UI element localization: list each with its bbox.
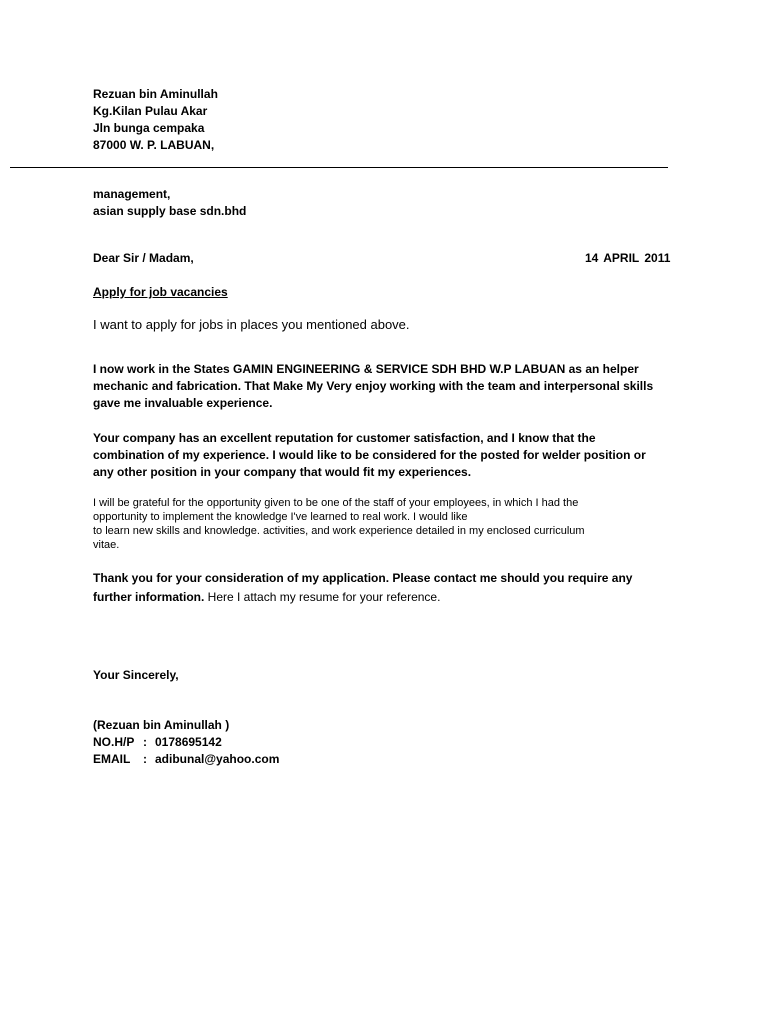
reputation-paragraph bbox=[93, 430, 683, 481]
signature-name: (Rezuan bin Aminullah ) bbox=[93, 718, 230, 732]
grateful-line-4: vitae. bbox=[93, 539, 120, 551]
email-address: adibunal@yahoo.com bbox=[155, 752, 280, 766]
work-line-1 bbox=[93, 361, 683, 378]
phone-row bbox=[93, 734, 279, 751]
sender-address-line3: 87000 W. P. LABUAN, bbox=[93, 138, 215, 152]
work-line-1-suffix: as an helper bbox=[565, 362, 639, 376]
work-line-1-prefix: I now work in the States bbox=[93, 362, 234, 376]
sender-address-line2: Jln bunga cempaka bbox=[93, 121, 205, 135]
sender-address-line1: Kg.Kilan Pulau Akar bbox=[93, 104, 208, 118]
recipient-block bbox=[93, 186, 246, 220]
grateful-line-1: I will be grateful for the opportunity given to be one of the staff of your employees, in which I had the bbox=[93, 497, 579, 509]
signature-block bbox=[93, 717, 279, 768]
reputation-line-3: any other position in your company that would fit my experiences. bbox=[93, 465, 472, 479]
email-row bbox=[93, 751, 279, 768]
email-separator: : bbox=[143, 752, 147, 766]
phone-number: 0178695142 bbox=[155, 735, 222, 749]
thanks-line-2-rest: Here I attach my resume for your reference. bbox=[204, 590, 441, 604]
work-line-2: mechanic and fabrication. That Make My Very enjoy working with the team and interpersonal skills bbox=[93, 379, 654, 393]
letter-subject: Apply for job vacancies bbox=[93, 285, 228, 299]
recipient-line2: asian supply base sdn.bhd bbox=[93, 204, 247, 218]
sender-name: Rezuan bin Aminullah bbox=[93, 87, 218, 101]
phone-label: NO.H/P bbox=[93, 735, 135, 749]
recipient-line1: management, bbox=[93, 187, 171, 201]
reputation-line-2: combination of my experience. I would like to be considered for the posted for welder position or bbox=[93, 448, 646, 462]
grateful-line-2: opportunity to implement the knowledge I've learned to real work. I would like bbox=[93, 511, 468, 523]
phone-separator: : bbox=[143, 735, 147, 749]
thanks-paragraph bbox=[93, 569, 683, 607]
thanks-line-2 bbox=[93, 588, 683, 607]
work-paragraph bbox=[93, 361, 683, 412]
salutation: Dear Sir / Madam, bbox=[93, 251, 194, 265]
sender-address bbox=[93, 86, 218, 154]
grateful-line-3: to learn new skills and knowledge. activities, and work experience detailed in my enclosed curriculum bbox=[93, 525, 585, 537]
work-line-3: gave me invaluable experience. bbox=[93, 396, 273, 410]
company-name: GAMIN ENGINEERING & SERVICE SDH BHD W.P LABUAN bbox=[233, 362, 566, 376]
thanks-line-1: Thank you for your consideration of my application. Please contact me should you require any bbox=[93, 571, 633, 585]
header-divider bbox=[10, 167, 668, 168]
intro-paragraph: I want to apply for jobs in places you mentioned above. bbox=[93, 317, 410, 332]
closing: Your Sincerely, bbox=[93, 668, 179, 682]
reputation-line-1: Your company has an excellent reputation for customer satisfaction, and I know that the bbox=[93, 431, 596, 445]
letter-date: 14 APRIL 2011 bbox=[585, 251, 671, 265]
grateful-paragraph bbox=[93, 496, 683, 552]
email-label: EMAIL bbox=[93, 752, 131, 766]
thanks-line-2-bold: further information. bbox=[93, 590, 205, 604]
